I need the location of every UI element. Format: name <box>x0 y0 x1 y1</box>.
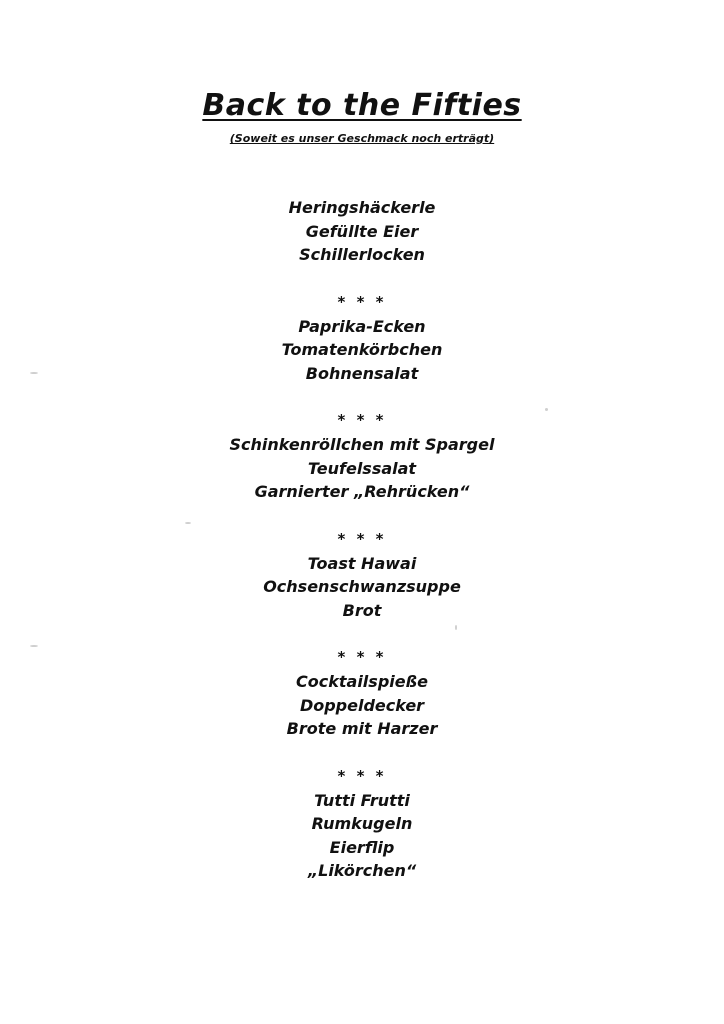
course-separator: * * * <box>337 766 387 785</box>
course-3 <box>0 433 724 504</box>
dish: Eierflip <box>329 837 395 857</box>
menu-subtitle: (Soweit es unser Geschmack noch erträgt) <box>229 132 495 145</box>
dish: Doppeldecker <box>299 695 425 715</box>
scan-speck <box>185 522 191 524</box>
scan-speck <box>30 645 38 647</box>
scan-speck <box>455 625 457 630</box>
menu-list <box>0 196 724 883</box>
course-2 <box>0 315 724 386</box>
course-5 <box>0 670 724 741</box>
dish: „Likörchen“ <box>307 861 417 880</box>
course-separator: * * * <box>337 411 387 429</box>
dish: Schinkenröllchen mit Spargel <box>229 435 495 454</box>
scan-speck <box>30 372 38 374</box>
dish: Garnierter „Rehrücken“ <box>254 482 470 501</box>
dish: Brot <box>342 600 382 620</box>
dish: Heringshäckerle <box>288 198 436 217</box>
course-separator: * * * <box>337 292 387 311</box>
course-6 <box>0 789 724 883</box>
dish: Brote mit Harzer <box>286 719 438 738</box>
dish: Rumkugeln <box>311 814 413 833</box>
dish: Tomatenkörbchen <box>281 340 443 359</box>
dish: Cocktailspieße <box>296 672 428 691</box>
dish: Schillerlocken <box>299 245 425 264</box>
course-1 <box>0 196 724 267</box>
course-separator: * * * <box>337 648 387 666</box>
menu-title: Back to the Fifties <box>202 88 522 123</box>
dish: Paprika-Ecken <box>298 316 426 336</box>
dish: Tutti Frutti <box>314 790 410 810</box>
dish: Bohnensalat <box>305 363 419 383</box>
dish: Gefüllte Eier <box>305 221 419 241</box>
course-4 <box>0 552 724 623</box>
dish: Ochsenschwanzsuppe <box>263 577 461 596</box>
scan-speck <box>545 408 548 411</box>
course-separator: * * * <box>337 529 387 548</box>
dish: Teufelssalat <box>307 458 417 478</box>
dish: Toast Hawai <box>307 553 417 573</box>
